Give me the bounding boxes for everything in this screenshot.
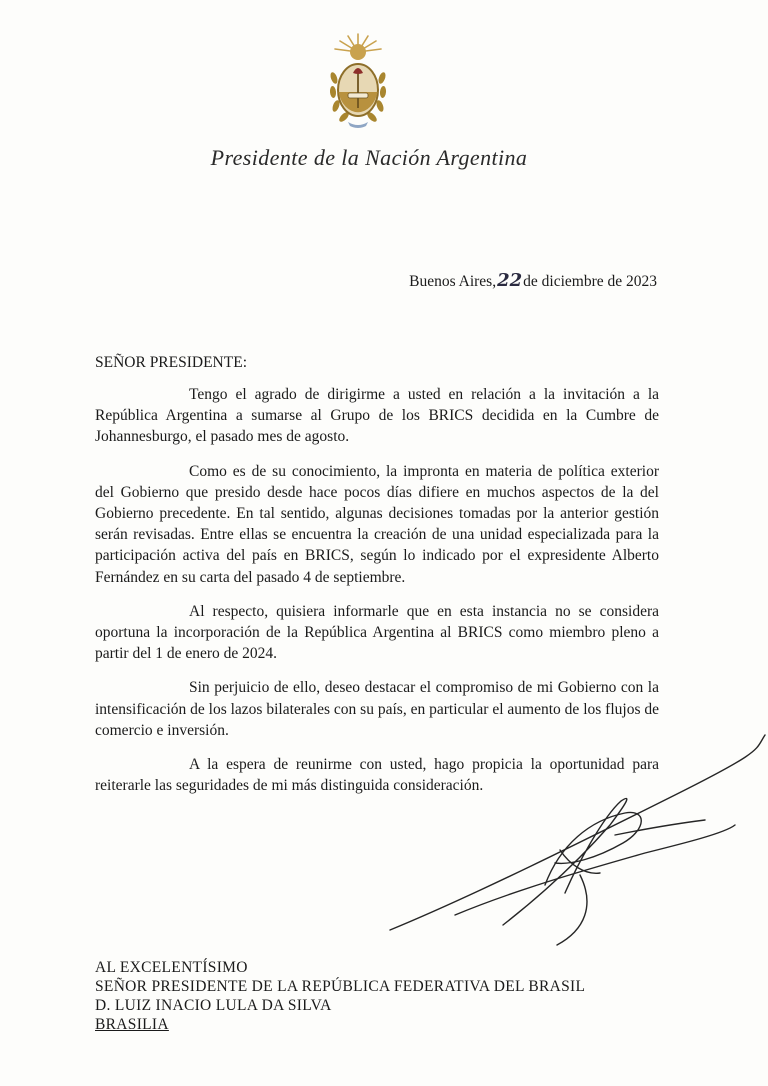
coat-of-arms-icon [326,30,390,130]
addressee-city: BRASILIA [95,1016,169,1033]
addressee-line: SEÑOR PRESIDENTE DE LA REPÚBLICA FEDERATIVA DEL BRASIL [95,978,586,995]
paragraph: A la espera de reunirme con usted, hago propicia la oportunidad para reiterarle las seguridades de mi más distinguida consideración. [95,756,659,795]
paragraph: Sin perjuicio de ello, deseo destacar el compromiso de mi Gobierno con la intensificación de los lazos bilaterales con su país, en particular el aumento de los flujos de comercio e inversión. [95,679,659,739]
handwritten-signature-icon [385,725,768,955]
letterhead-title: Presidente de la Nación Argentina [210,145,528,170]
date-day: 22 [497,270,523,291]
addressee-line: D. LUIZ INACIO LULA DA SILVA [95,997,332,1014]
salutation: SEÑOR PRESIDENTE: [95,354,247,371]
addressee-block [95,958,585,1034]
paragraph: Al respecto, quisiera informarle que en esta instancia no se considera oportuna la incorporación de la República Argentina al BRICS como miembro pleno a partir del 1 de enero de 2024. [95,602,659,663]
date-rest: de diciembre de 2023 [523,273,657,290]
paragraph: Tengo el agrado de dirigirme a usted en relación a la invitación a la República Argentina a sumarse al Grupo de los BRICS decidida en la Cumbre de Johannesburgo, el pasado mes de agosto. [95,386,659,446]
date-place: Buenos Aires, [409,273,497,290]
date-line [409,270,657,291]
paragraph: Como es de su conocimiento, la impronta en materia de política exterior del Gobierno que presido desde hace pocos días difiere en muchos aspectos de la del Gobierno precedente. En tal sentido, algunas decisiones tomadas por la anterior gestión serán revisadas. Entre ellas se encuentra la creación de una unidad especializada para la participación activa del país en BRICS, según lo indicado por el expresidente Alberto Fernández en su carta del pasado 4 de septiembre. [95,462,659,586]
addressee-line: AL EXCELENTÍSIMO [95,959,248,976]
